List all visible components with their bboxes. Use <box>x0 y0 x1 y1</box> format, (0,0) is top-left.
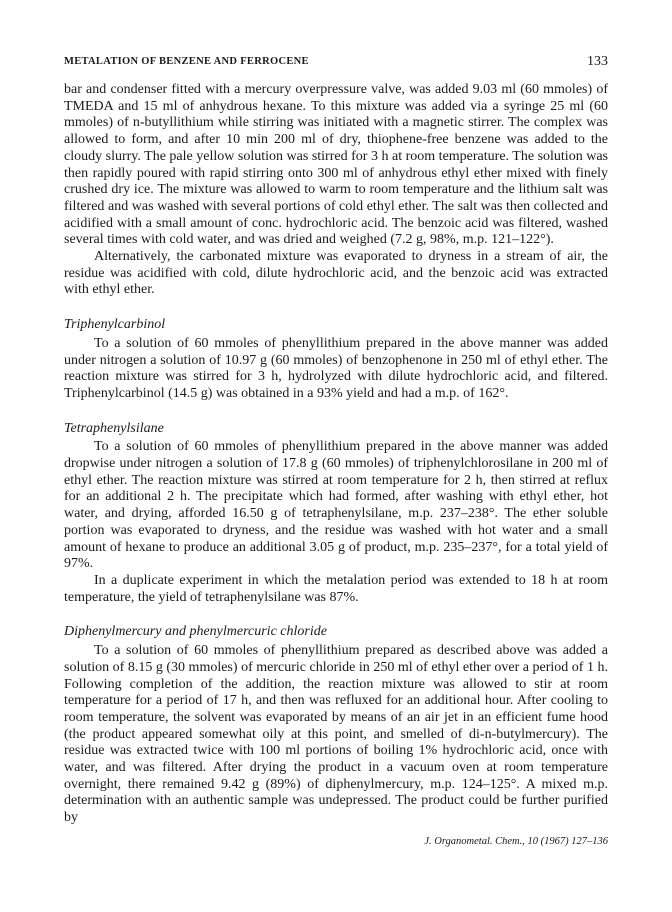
paragraph-diphenylmercury: To a solution of 60 mmoles of phenyllithium prepared as described above was added a solution of 8.15 g (30 mmoles) of mercuric chloride in 250 ml of ethyl ether over a period of 1 h. Following completion of the addition, the reaction mixture was allowed to stir at room temperature for a period of 17 h, and then was refluxed for an additional hour. After cooling to room temperature, the solvent was evaporated by means of an air jet in an efficient fume hood (the product appeared somewhat oily at this point, and smelled of di-n-butylmercury). The residue was extracted twice with 100 ml portions of boiling 1% hydrochloric acid, once with water, and was filtered. After drying the product in a vacuum oven at room temperature overnight, there remained 9.42 g (89%) of diphenylmercury, m.p. 124–125°. A mixed m.p. determination with an authentic sample was undepressed. The product could be further purified by <box>64 643 608 826</box>
page-number: 133 <box>587 54 608 69</box>
paragraph-alternative-procedure: Alternatively, the carbonated mixture was evaporated to dryness in a stream of air, the residue was acidified with cold, dilute hydrochloric acid, and the benzoic acid was extracted with ethyl ether. <box>64 249 608 298</box>
paragraph-benzoic-acid-procedure: bar and condenser fitted with a mercury overpressure valve, was added 9.03 ml (60 mmoles) of TMEDA and 15 ml of anhydrous hexane. To this mixture was added via a syringe 25 ml (60 mmoles) of n-butyllithium while stirring was initiated with a magnetic stirrer. The complex was allowed to form, and after 10 min 200 ml of dry, thiophene-free benzene was added to the cloudy slurry. The pale yellow solution was stirred for 3 h at room temperature. The solution was then rapidly poured with rapid stirring onto 300 ml of anhydrous ethyl ether mixed with finely crushed dry ice. The mixture was allowed to warm to room temperature and the lithium salt was filtered and was washed with several portions of cold ethyl ether. The salt was then collected and acidified with a small amount of conc. hydrochloric acid. The benzoic acid was filtered, washed several times with cold water, and was dried and weighed (7.2 g, 98%, m.p. 121–122°). <box>64 82 608 248</box>
section-heading-triphenylcarbinol: Triphenylcarbinol <box>64 317 166 333</box>
paragraph-triphenylcarbinol: To a solution of 60 mmoles of phenyllithium prepared in the above manner was added under nitrogen a solution of 10.97 g (60 mmoles) of benzophenone in 250 ml of ethyl ether. The reaction mixture was stirred for 3 h, hydrolyzed with dilute hydrochloric acid, and filtered. Triphenylcarbinol (14.5 g) was obtained in a 93% yield and had a m.p. of 162°. <box>64 335 608 401</box>
journal-citation: J. Organometal. Chem., 10 (1967) 127–136 <box>424 836 608 847</box>
article-body <box>64 82 608 827</box>
section-heading-diphenylmercury: Diphenylmercury and phenylmercuric chloride <box>64 624 327 640</box>
paragraph-tetraphenylsilane: To a solution of 60 mmoles of phenyllithium prepared in the above manner was added dropwise under nitrogen a solution of 17.8 g (60 mmoles) of triphenylchlorosilane in 200 ml of ethyl ether. The reaction mixture was stirred at room temperature for 2 h, then stirred at reflux for an additional 2 h. The precipitate which had formed, after washing with ethyl ether, hot water, and drying, afforded 16.50 g of tetraphenylsilane, m.p. 237–238°. The ether soluble portion was evaporated to dryness, and the residue was washed with hot water and a small amount of hexane to produce an additional 3.05 g of product, m.p. 235–237°, for a total yield of 97%. <box>64 439 608 572</box>
section-heading-tetraphenylsilane: Tetraphenylsilane <box>64 420 164 436</box>
page-header <box>64 54 608 74</box>
paragraph-duplicate-experiment: In a duplicate experiment in which the metalation period was extended to 18 h at room temperature, the yield of tetraphenylsilane was 87%. <box>64 572 608 605</box>
running-head: METALATION OF BENZENE AND FERROCENE <box>64 56 309 67</box>
